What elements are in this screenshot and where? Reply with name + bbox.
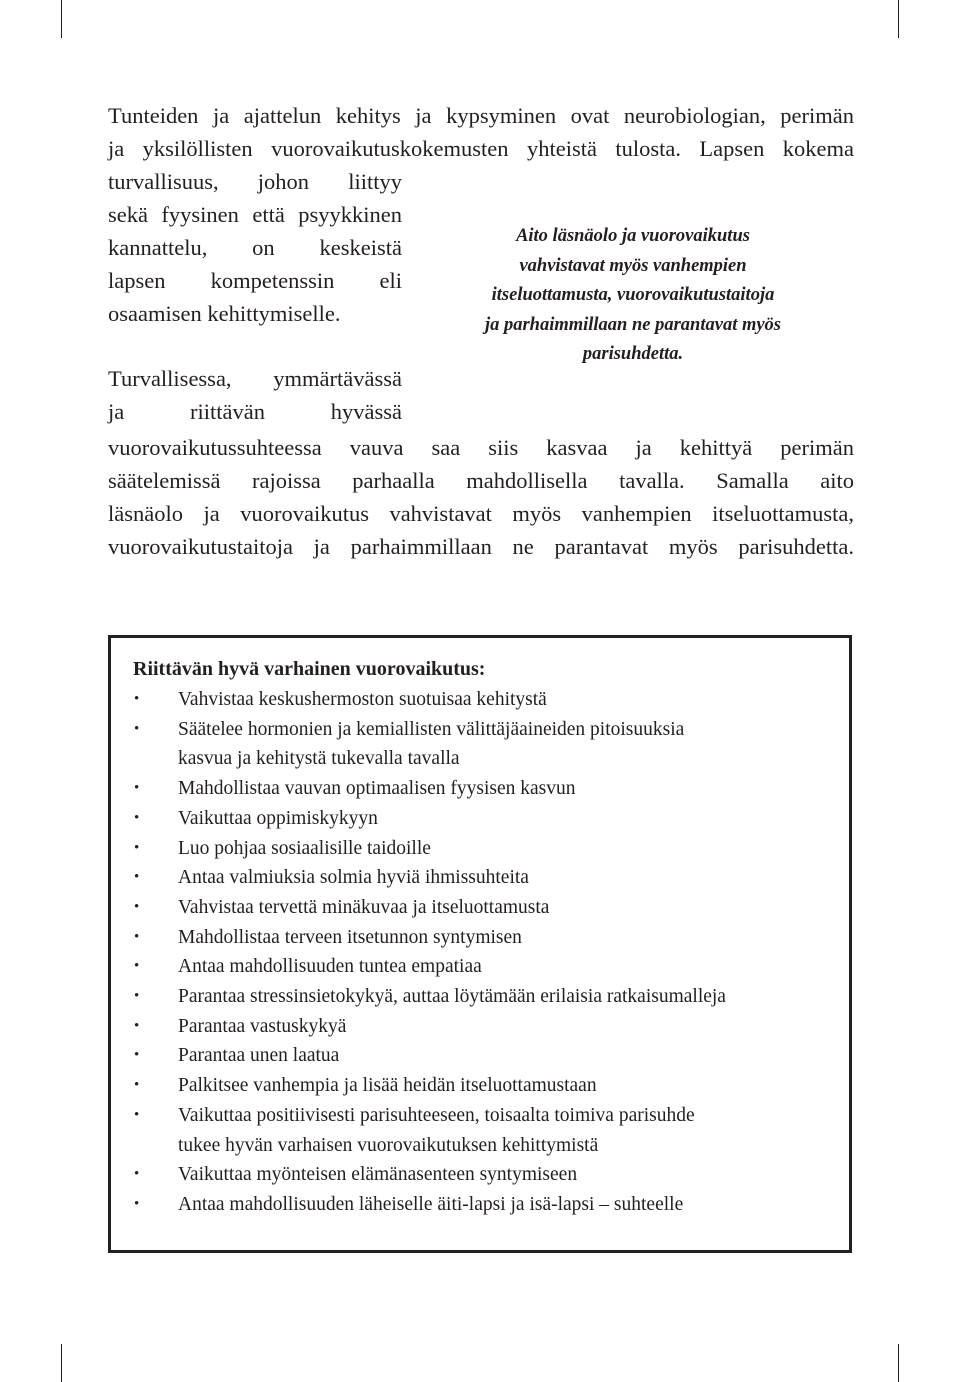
benefit-item	[111, 774, 849, 804]
benefit-item	[111, 804, 849, 834]
paragraph-line: osaamisen kehittymiselle.	[108, 301, 341, 326]
benefits-box	[108, 635, 852, 1253]
paragraph-line: vuorovaikutustaitoja ja parhaimmillaan ne parantavat myös parisuhdetta.	[108, 534, 854, 559]
benefit-item	[111, 1190, 849, 1220]
benefit-item-text: Vaikuttaa myönteisen elämänasenteen syntymiseen	[178, 1164, 578, 1186]
bullet-icon: •	[134, 720, 140, 737]
benefit-item-text: kasvua ja kehitystä tukevalla tavalla	[178, 748, 460, 770]
benefit-item-text: Luo pohjaa sosiaalisille taidoille	[178, 837, 431, 859]
crop-mark-bottom-left	[61, 1344, 62, 1382]
benefit-item-text: Parantaa stressinsietokykyä, auttaa löytämään erilaisia ratkaisumalleja	[178, 986, 726, 1008]
benefit-item-text: Antaa mahdollisuuden tuntea empatiaa	[178, 956, 482, 978]
bullet-icon: •	[134, 898, 140, 915]
benefit-item	[111, 863, 849, 893]
paragraph-line: ja yksilöllisten vuorovaikutuskokemusten yhteistä tulosta. Lapsen kokema	[108, 136, 854, 161]
pull-quote-line: parisuhdetta.	[582, 344, 684, 364]
benefit-item	[111, 1101, 849, 1160]
benefit-item-text: tukee hyvän varhaisen vuorovaikutuksen kehittymistä	[178, 1134, 599, 1156]
bullet-icon: •	[134, 1166, 140, 1183]
bullet-icon: •	[134, 839, 140, 856]
benefit-item-text: Vahvistaa keskushermoston suotuisaa kehitystä	[178, 689, 547, 710]
paragraph-line: ja riittävän hyvässä	[108, 399, 402, 424]
bullet-icon: •	[134, 691, 140, 707]
benefit-item	[111, 715, 849, 774]
bullet-icon: •	[134, 1017, 140, 1034]
benefits-title: Riittävän hyvä varhainen vuorovaikutus:	[133, 658, 486, 680]
benefit-item	[111, 685, 849, 715]
bullet-icon: •	[134, 1047, 140, 1064]
paragraph-line: kannattelu, on keskeistä	[108, 235, 402, 260]
paragraph-line: Tunteiden ja ajattelun kehitys ja kypsyminen ovat neurobiologian, perimän	[108, 103, 854, 128]
benefit-item-text: Antaa mahdollisuuden läheiselle äiti-lapsi ja isä-lapsi – suhteelle	[178, 1193, 684, 1215]
benefits-list	[111, 685, 849, 1220]
paragraph-line: turvallisuus, johon liittyy	[108, 169, 402, 194]
pull-quote	[438, 222, 828, 370]
benefit-item-text: Säätelee hormonien ja kemiallisten välittäjäaineiden pitoisuuksia	[178, 718, 685, 740]
benefit-item-text: Vaikuttaa positiivisesti parisuhteeseen, toisaalta toimiva parisuhde	[178, 1104, 695, 1126]
crop-mark-top-left	[61, 0, 62, 38]
bullet-icon: •	[134, 928, 140, 945]
paragraph-line: läsnäolo ja vuorovaikutus vahvistavat myös vanhempien itseluottamusta,	[108, 501, 854, 526]
benefit-item	[111, 1160, 849, 1190]
bullet-icon: •	[134, 988, 140, 1005]
paragraph-line: vuorovaikutussuhteessa vauva saa siis kasvaa ja kehittyä perimän	[108, 435, 854, 460]
benefit-item-text: Palkitsee vanhempia ja lisää heidän itseluottamustaan	[178, 1075, 597, 1097]
pull-quote-line: itseluottamusta, vuorovaikutustaitoja	[491, 285, 775, 305]
pull-quote-line: ja parhaimmillaan ne parantavat myös	[484, 314, 782, 335]
benefit-item	[111, 982, 849, 1012]
bullet-icon: •	[134, 1195, 140, 1212]
benefit-item	[111, 923, 849, 953]
benefit-item-text: Antaa valmiuksia solmia hyviä ihmissuhteita	[178, 867, 529, 889]
benefit-item-text: Parantaa unen laatua	[178, 1045, 340, 1067]
paragraph-line: lapsen kompetenssin eli	[108, 268, 402, 293]
bullet-icon: •	[134, 869, 140, 886]
pull-quote-line: vahvistavat myös vanhempien	[519, 255, 747, 276]
crop-mark-bottom-right	[898, 1344, 899, 1382]
pull-quote-line: Aito läsnäolo ja vuorovaikutus	[516, 226, 750, 246]
bullet-icon: •	[134, 958, 140, 975]
bullet-icon: •	[134, 780, 140, 797]
benefit-item	[111, 893, 849, 923]
benefit-item	[111, 952, 849, 982]
benefit-item	[111, 834, 849, 864]
benefit-item-text: Mahdollistaa terveen itsetunnon syntymisen	[178, 926, 522, 948]
paragraph-line: Turvallisessa, ymmärtävässä	[108, 366, 402, 391]
benefit-item-text: Mahdollistaa vauvan optimaalisen fyysisen kasvun	[178, 778, 576, 800]
paragraph-line: sekä fyysinen että psyykkinen	[108, 202, 402, 227]
benefit-item	[111, 1071, 849, 1101]
bullet-icon: •	[134, 1106, 140, 1123]
benefit-item-text: Vaikuttaa oppimiskykyyn	[178, 807, 378, 829]
paragraph-line: säätelemissä rajoissa parhaalla mahdollisella tavalla. Samalla aito	[108, 468, 854, 493]
benefit-item-text: Parantaa vastuskykyä	[178, 1015, 347, 1037]
crop-mark-top-right	[898, 0, 899, 38]
bullet-icon: •	[134, 1077, 140, 1094]
benefit-item	[111, 1012, 849, 1042]
benefit-item	[111, 1041, 849, 1071]
bullet-icon: •	[134, 809, 140, 826]
benefit-item-text: Vahvistaa tervettä minäkuvaa ja itseluottamusta	[178, 896, 550, 918]
